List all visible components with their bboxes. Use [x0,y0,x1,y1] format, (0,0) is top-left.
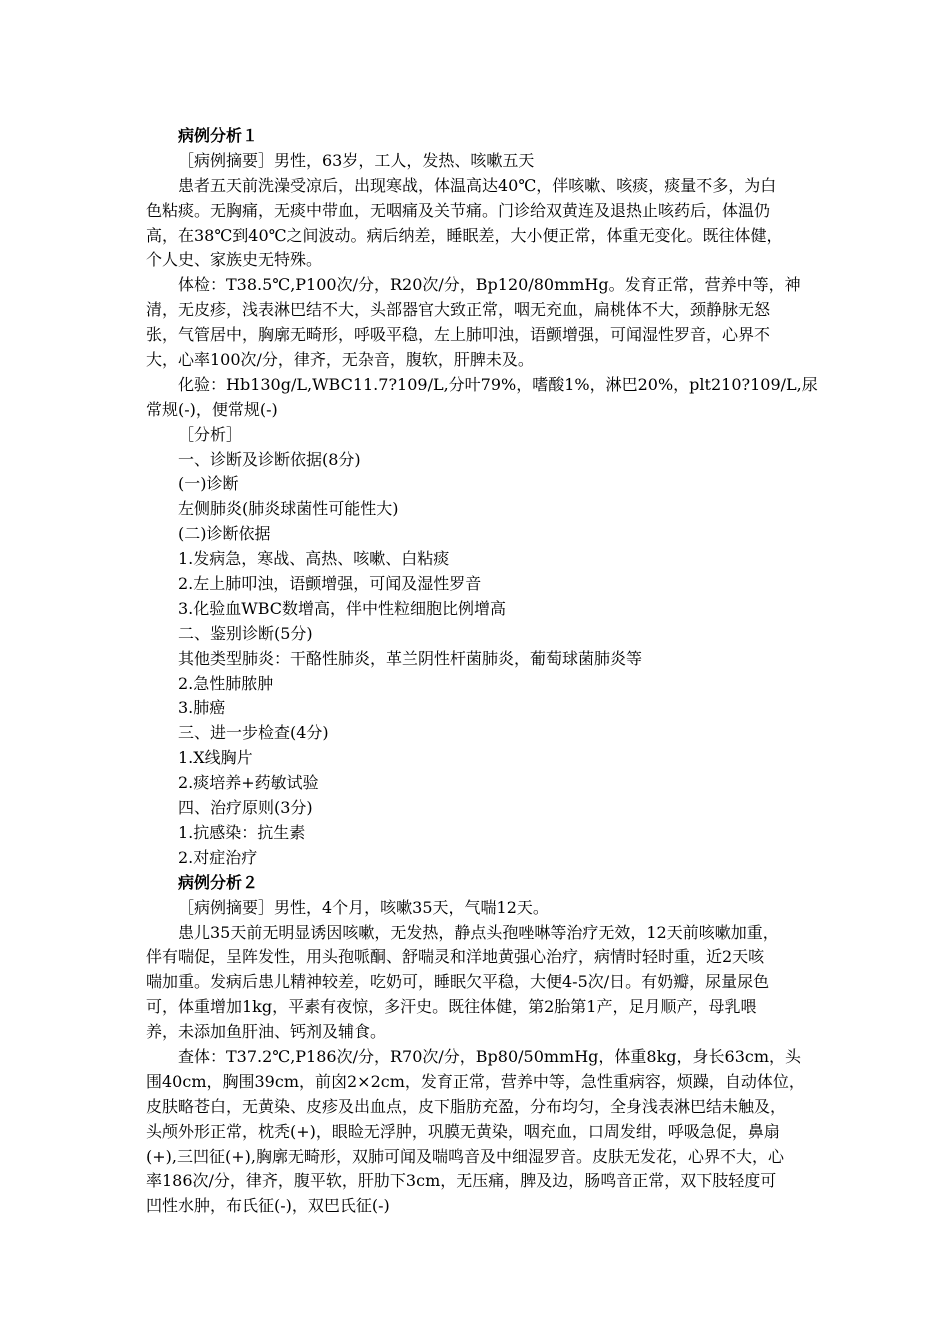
text-line: 凹性水肿，布氏征(-)，双巴氏征(-) [146,1196,390,1216]
text-line: 三、进一步检查(4分) [178,723,329,743]
text-line: 2.左上肺叩浊，语颤增强，可闻及湿性罗音 [178,574,482,594]
case-heading: 病例分析１ [178,126,259,145]
text-line: 2.对症治疗 [178,847,258,867]
text-line: 大，心率100次/分，律齐，无杂音，腹软，肝脾未及。 [146,350,534,370]
text-line: ［分析］ [178,424,243,444]
text-line: 1.抗感染：抗生素 [178,822,306,842]
document-page [146,124,818,1219]
text-line: 一、诊断及诊断依据(8分) [178,449,361,469]
text-line: 率186次/分，律齐，腹平软，肝肋下3cm，无压痛，脾及边，肠鸣音正常，双下肢轻度可 [146,1171,777,1191]
text-line: 伴有喘促，呈阵发性，用头孢哌酮、舒喘灵和洋地黄强心治疗，病情时轻时重，近2天咳 [146,947,765,967]
text-line: 左侧肺炎(肺炎球菌性可能性大) [178,499,399,519]
text-line: 高，在38℃到40℃之间波动。病后纳差，睡眠差，大小便正常，体重无变化。既往体健， [146,225,783,245]
text-line: 2.痰培养+药敏试验 [178,773,319,793]
text-line: 张，气管居中，胸廓无畸形，呼吸平稳，左上肺叩浊，语颤增强，可闻湿性罗音，心界不 [146,325,771,345]
text-line: 四、治疗原则(3分) [178,798,313,818]
text-line: 围40cm，胸围39cm，前囟2×2cm，发育正常，营养中等，急性重病容，烦躁，自动体位， [146,1071,805,1091]
text-line: 二、鉴别诊断(5分) [178,623,313,643]
text-line: 皮肤略苍白，无黄染、皮疹及出血点，皮下脂肪充盈，分布均匀，全身浅表淋巴结未触及， [146,1096,787,1116]
text-line: 化验：Hb130g/L,WBC11.7?109/L,分叶79%，嗜酸1%，淋巴20%，plt210?109/L,尿 [178,374,818,394]
text-line: 其他类型肺炎：干酪性肺炎，革兰阴性杆菌肺炎，葡萄球菌肺炎等 [178,648,643,668]
text-line: 清，无皮疹，浅表淋巴结不大，头部器官大致正常，咽无充血，扁桃体不大，颈静脉无怒 [146,300,771,320]
text-line: 常规(-)，便常规(-) [146,399,278,419]
text-line: 养，未添加鱼肝油、钙剂及辅食。 [146,1022,387,1042]
text-line: 体检：T38.5℃,P100次/分，R20次/分，Bp120/80mmHg。发育正常，营养中等，神 [178,275,801,295]
case-heading: 病例分析２ [178,872,259,892]
text-line: 可，体重增加1kg，平素有夜惊，多汗史。既往体健，第2胎第1产，足月顺产，母乳喂 [146,997,757,1017]
text-line: 3.化验血WBC数增高，伴中性粒细胞比例增高 [178,598,507,618]
text-line: 1.发病急，寒战、高热、咳嗽、白粘痰 [178,549,450,569]
text-line: ［病例摘要］男性，4个月，咳嗽35天，气喘12天。 [178,897,549,917]
text-line: (+),三凹征(+),胸廓无畸形，双肺可闻及喘鸣音及中细湿罗音。皮肤无发花，心界不大，心 [146,1146,784,1166]
text-line: 3.肺癌 [178,698,226,718]
text-line: ［病例摘要］男性，63岁，工人，发热、咳嗽五天 [178,150,535,170]
text-line: 患者五天前洗澡受凉后，出现寒战，体温高达40℃，伴咳嗽、咳痰，痰量不多，为白 [178,175,777,195]
text-line: (一)诊断 [178,474,239,494]
text-line: 头颅外形正常，枕秃(+)，眼睑无浮肿，巩膜无黄染，咽充血，口周发绀，呼吸急促，鼻扇 [146,1121,780,1141]
text-line: 患儿35天前无明显诱因咳嗽，无发热，静点头孢唑啉等治疗无效，12天前咳嗽加重， [178,922,779,942]
text-line: 查体：T37.2℃,P186次/分，R70次/分，Bp80/50mmHg，体重8kg，身长63cm，头 [178,1046,802,1066]
text-line: 喘加重。发病后患儿精神较差，吃奶可，睡眠欠平稳，大便4-5次/日。有奶瓣，尿量尿色 [146,972,770,992]
text-line: 1.X线胸片 [178,748,253,768]
text-line: 色粘痰。无胸痛，无痰中带血，无咽痛及关节痛。门诊给双黄连及退热止咳药后，体温仍 [146,200,771,220]
text-line: (二)诊断依据 [178,524,271,544]
text-line: 个人史、家族史无特殊。 [146,250,323,270]
text-line: 2.急性肺脓肿 [178,673,274,693]
